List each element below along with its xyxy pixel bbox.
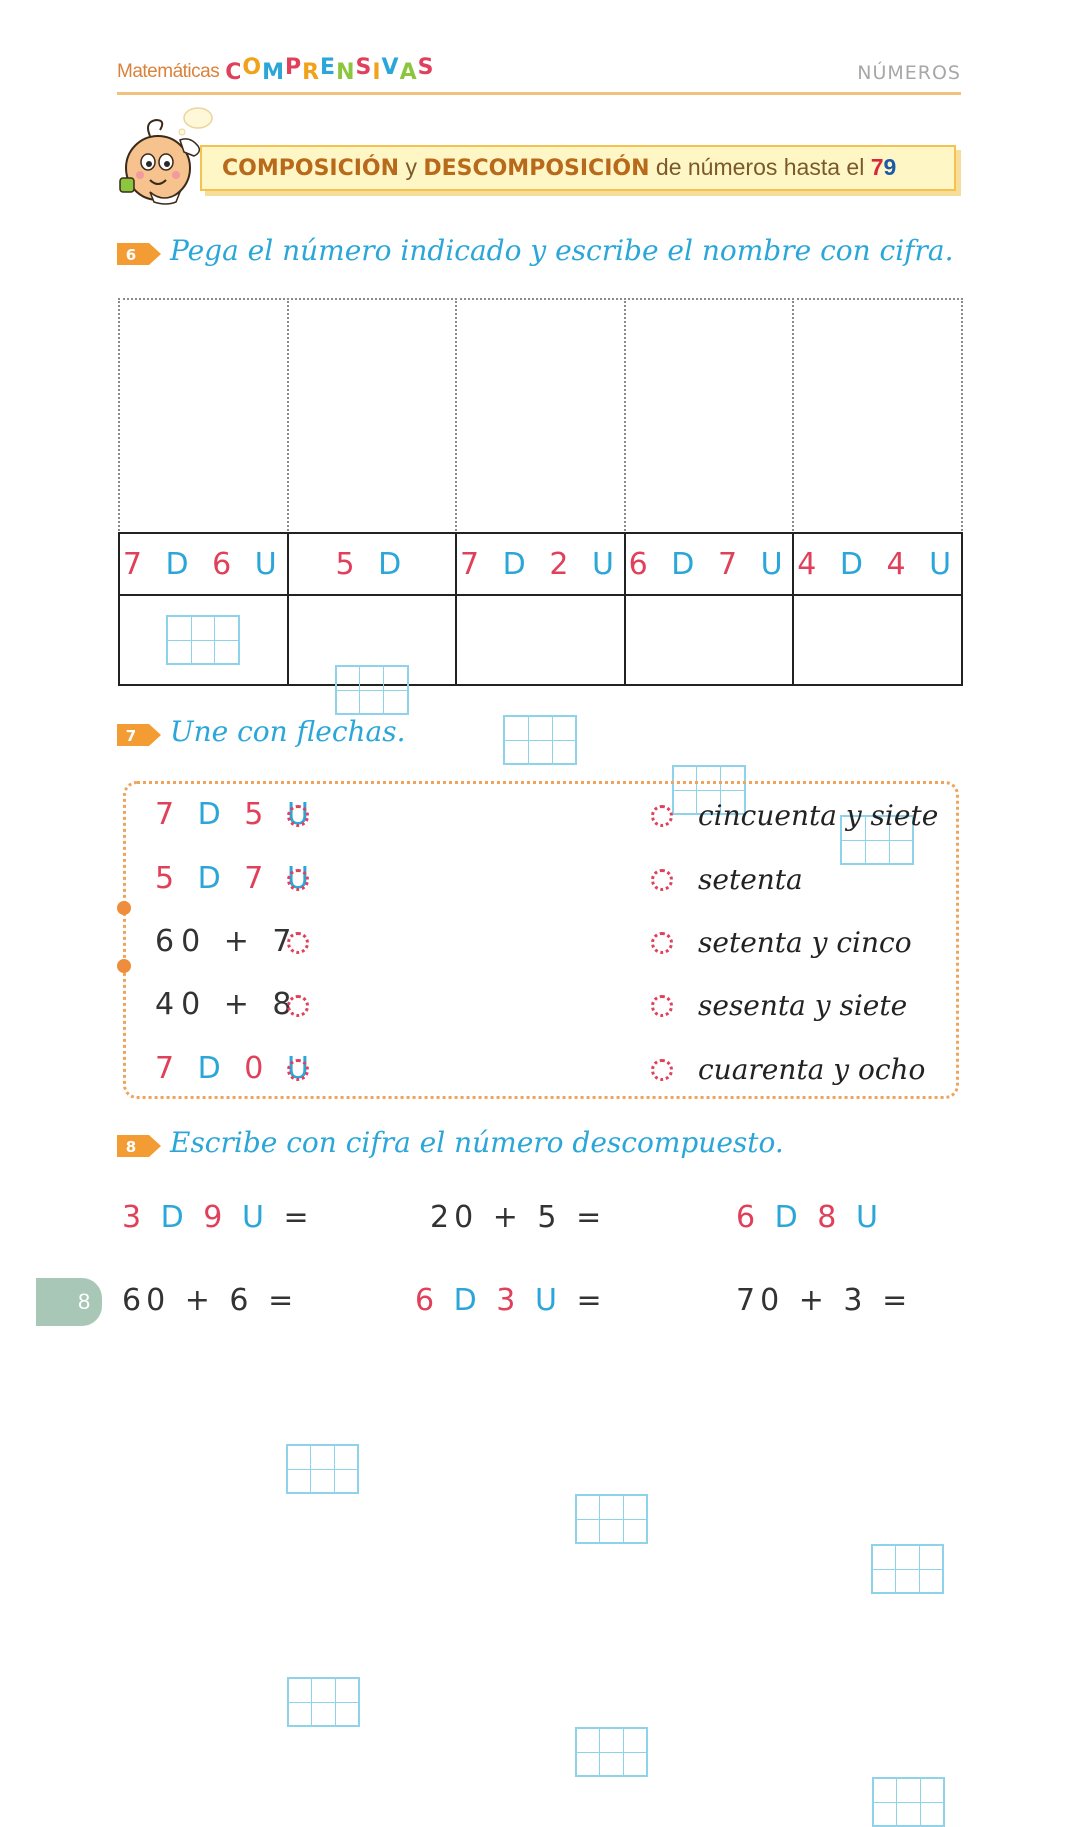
- brand-series-letter: S: [355, 55, 373, 80]
- answer-cell[interactable]: [577, 1729, 600, 1775]
- exercise-7-title: Une con flechas.: [170, 715, 406, 748]
- title-word-composicion: COMPOSICIÓN: [222, 156, 400, 181]
- matching-left-item: 5 D 7 U: [155, 861, 316, 896]
- matching-right-item: setenta: [698, 863, 803, 896]
- matching-right-item: setenta y cinco: [698, 926, 912, 959]
- brand-series-letter: P: [284, 55, 303, 80]
- decomposition-expression: 6 D 3 U =: [415, 1283, 607, 1318]
- exercise-8-number: 8: [125, 1138, 137, 1156]
- decomposition-expression: 70 + 3 =: [736, 1283, 913, 1318]
- exercise-7-number: 7: [125, 727, 137, 745]
- title-rest: de números hasta el: [655, 154, 865, 180]
- answer-cell[interactable]: [360, 667, 384, 713]
- answer-cell[interactable]: [921, 1779, 943, 1825]
- code-cell: [792, 532, 963, 596]
- answer-cell[interactable]: [384, 667, 407, 713]
- brand-series-letter: V: [381, 55, 400, 80]
- answer-cell[interactable]: [577, 1496, 600, 1542]
- answer-cell[interactable]: [873, 1546, 896, 1592]
- code-cell: [455, 532, 626, 596]
- paste-area[interactable]: [287, 298, 458, 534]
- binder-dot: [117, 959, 131, 973]
- matching-left-dot[interactable]: [287, 805, 309, 827]
- exercise-6-badge: [117, 243, 161, 265]
- answer-cell[interactable]: [289, 1679, 312, 1725]
- answer-cell[interactable]: [288, 1446, 311, 1492]
- matching-left-item: 7 D 0 U: [155, 1051, 316, 1086]
- brand-series-letter: O: [242, 55, 263, 80]
- matching-left-dot[interactable]: [287, 1059, 309, 1081]
- header-rule: [117, 92, 961, 95]
- matching-right-item: cuarenta y ocho: [698, 1053, 926, 1086]
- exercise-6-number: 6: [125, 246, 137, 264]
- answer-cell[interactable]: [896, 1546, 919, 1592]
- exercise-8-title: Escribe con cifra el número descompuesto.: [170, 1126, 784, 1159]
- matching-right-dot[interactable]: [651, 995, 673, 1017]
- answer-grid[interactable]: [575, 1727, 648, 1777]
- matching-left-dot[interactable]: [287, 995, 309, 1017]
- answer-cell[interactable]: [311, 1446, 334, 1492]
- page-number: 8: [78, 1289, 91, 1314]
- answer-cell[interactable]: [600, 1729, 623, 1775]
- code-cell: [118, 532, 289, 596]
- answer-grid[interactable]: [503, 715, 577, 765]
- place-value-code: 6 D 7 U: [628, 546, 790, 582]
- matching-left-item: 7 D 5 U: [155, 797, 316, 832]
- answer-cell[interactable]: [312, 1679, 335, 1725]
- answer-cell[interactable]: [335, 1446, 357, 1492]
- brand-series-letter: N: [336, 60, 356, 85]
- matching-right-item: sesenta y siete: [698, 989, 908, 1022]
- place-value-code: 7 D 2 U: [460, 546, 621, 582]
- code-cell: [287, 532, 458, 596]
- brand-logo: [117, 55, 435, 85]
- binder-dot: [117, 901, 131, 915]
- answer-grid[interactable]: [166, 615, 240, 665]
- answer-cell[interactable]: [529, 717, 553, 763]
- decomposition-expression: 3 D 9 U =: [122, 1200, 314, 1235]
- answer-cell[interactable]: [168, 617, 192, 663]
- answer-cell-frame: [455, 594, 626, 686]
- matching-left-dot[interactable]: [287, 869, 309, 891]
- page-number-tab: [36, 1278, 102, 1326]
- title-conjunction: y: [405, 154, 417, 180]
- code-cell: [624, 532, 795, 596]
- answer-cell[interactable]: [874, 1779, 897, 1825]
- answer-cell[interactable]: [624, 1496, 646, 1542]
- matching-right-item: cincuenta y siete: [698, 799, 939, 832]
- place-value-code: 5 D: [335, 546, 409, 582]
- paste-area[interactable]: [455, 298, 626, 534]
- matching-left-item: 40 + 8: [155, 987, 299, 1022]
- place-value-code: 4 D 4 U: [797, 546, 959, 582]
- place-value-code: 7 D 6 U: [122, 546, 284, 582]
- exercise-7-badge: [117, 724, 161, 746]
- brand-prefix: Matemáticas: [117, 61, 220, 82]
- answer-cell[interactable]: [337, 667, 361, 713]
- title-digit-units: 9: [883, 154, 897, 180]
- brand-series-letter: I: [372, 60, 382, 85]
- paste-area[interactable]: [118, 298, 289, 534]
- section-name: NÚMEROS: [857, 62, 961, 84]
- brand-series-letter: A: [399, 60, 418, 85]
- answer-grid[interactable]: [287, 1677, 360, 1727]
- brand-series-letter: C: [225, 60, 243, 85]
- answer-grid[interactable]: [871, 1544, 944, 1594]
- answer-cell[interactable]: [897, 1779, 920, 1825]
- brand-series-letter: S: [417, 55, 435, 80]
- paste-area[interactable]: [792, 298, 963, 534]
- matching-right-dot[interactable]: [651, 1059, 673, 1081]
- answer-cell-frame: [792, 594, 963, 686]
- decomposition-expression: 20 + 5 =: [430, 1200, 607, 1235]
- answer-cell[interactable]: [624, 1729, 646, 1775]
- answer-cell[interactable]: [505, 717, 529, 763]
- decomposition-expression: 6 D 8 U: [736, 1200, 883, 1235]
- answer-cell[interactable]: [553, 717, 576, 763]
- answer-cell[interactable]: [192, 617, 216, 663]
- matching-left-item: 60 + 7: [155, 924, 299, 959]
- answer-cell[interactable]: [215, 617, 238, 663]
- answer-grid[interactable]: [286, 1444, 359, 1494]
- answer-grid[interactable]: [872, 1777, 945, 1827]
- answer-cell[interactable]: [600, 1496, 623, 1542]
- matching-right-dot[interactable]: [651, 805, 673, 827]
- answer-cell-frame: [624, 594, 795, 686]
- brand-series-name: [225, 55, 435, 85]
- title-digit-tens: 7: [870, 154, 884, 180]
- brand-series-letter: R: [302, 60, 321, 85]
- exercise-6-title: Pega el número indicado y escribe el nombre con cifra.: [170, 234, 954, 267]
- paste-area[interactable]: [624, 298, 795, 534]
- brand-series-letter: E: [320, 55, 337, 80]
- title-banner-text: [222, 154, 896, 181]
- matching-right-dot[interactable]: [651, 869, 673, 891]
- matching-right-dot[interactable]: [651, 932, 673, 954]
- exercise-8-badge: [117, 1135, 161, 1157]
- title-word-descomposicion: DESCOMPOSICIÓN: [423, 156, 650, 181]
- decomposition-expression: 60 + 6 =: [122, 1283, 299, 1318]
- answer-cell[interactable]: [920, 1546, 942, 1592]
- answer-cell[interactable]: [336, 1679, 358, 1725]
- matching-left-dot[interactable]: [287, 932, 309, 954]
- brand-series-letter: M: [262, 60, 285, 85]
- answer-grid[interactable]: [335, 665, 409, 715]
- answer-grid[interactable]: [575, 1494, 648, 1544]
